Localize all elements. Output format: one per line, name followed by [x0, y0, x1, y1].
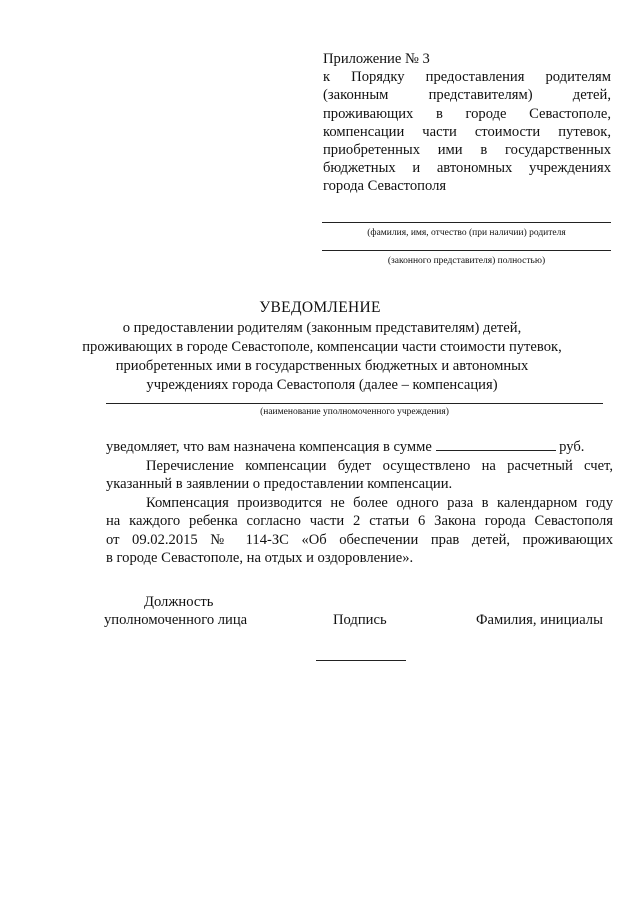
subtitle-line: проживающих в городе Севастополе, компенсации части стоимости путевок, — [82, 339, 562, 355]
subtitle-line: о предоставлении родителям (законным представителям) детей, — [122, 320, 522, 336]
amount-prefix: уведомляет, что вам назначена компенсация в сумме — [106, 439, 432, 455]
appendix-line: бюджетных и автономных учреждениях — [323, 160, 611, 177]
appendix-line: к Порядку предоставления родителям — [323, 69, 611, 86]
body-line: в городе Севастополе, на отдых и оздоровление». — [106, 550, 414, 566]
body-line: от 09.02.2015 № 114-ЗС «Об обеспечении прав детей, проживающих — [106, 531, 613, 548]
appendix-line: компенсации части стоимости путевок, — [323, 123, 611, 140]
parent-name-line-1 — [322, 222, 611, 223]
amount-line — [106, 438, 613, 457]
appendix-block — [323, 50, 611, 196]
parent-name-line-2 — [322, 250, 611, 251]
body-line: на каждого ребенка согласно части 2 статьи 6 Закона города Севастополя — [106, 513, 613, 529]
position-label-line1: Должность — [144, 594, 214, 610]
appendix-line: проживающих в городе Севастополе, — [323, 105, 611, 122]
amount-blank — [436, 438, 556, 451]
parent-name-caption-2: (законного представителя) полностью) — [387, 256, 546, 266]
signature-line — [316, 660, 406, 661]
appendix-line: (законным представителям) детей, — [323, 87, 611, 104]
signature-label: Подпись — [333, 612, 387, 628]
notice-title: УВЕДОМЛЕНИЕ — [259, 299, 381, 316]
name-initials-label: Фамилия, инициалы — [476, 612, 603, 628]
subtitle-line: приобретенных ими в государственных бюджетных и автономных — [115, 358, 529, 374]
notice-subtitle — [80, 319, 564, 395]
body-line: указанный в заявлении о предоставлении компенсации. — [106, 476, 453, 492]
body-line: Компенсация производится не более одного раза в календарном году — [146, 494, 613, 511]
parent-name-caption-1: (фамилия, имя, отчество (при наличии) родителя — [367, 228, 566, 238]
appendix-number: Приложение № 3 — [323, 51, 430, 67]
notice-body — [106, 438, 613, 568]
appendix-line: приобретенных ими в государственных — [323, 142, 611, 159]
subtitle-line: учреждениях города Севастополя (далее – компенсация) — [146, 377, 498, 393]
amount-suffix: руб. — [559, 439, 585, 455]
position-label-line2: уполномоченного лица — [104, 612, 248, 628]
institution-line — [106, 403, 603, 404]
appendix-last-line: города Севастополя — [323, 178, 447, 195]
institution-caption: (наименование уполномоченного учреждения) — [260, 407, 449, 417]
body-line: Перечисление компенсации будет осуществлено на расчетный счет, — [146, 457, 613, 474]
